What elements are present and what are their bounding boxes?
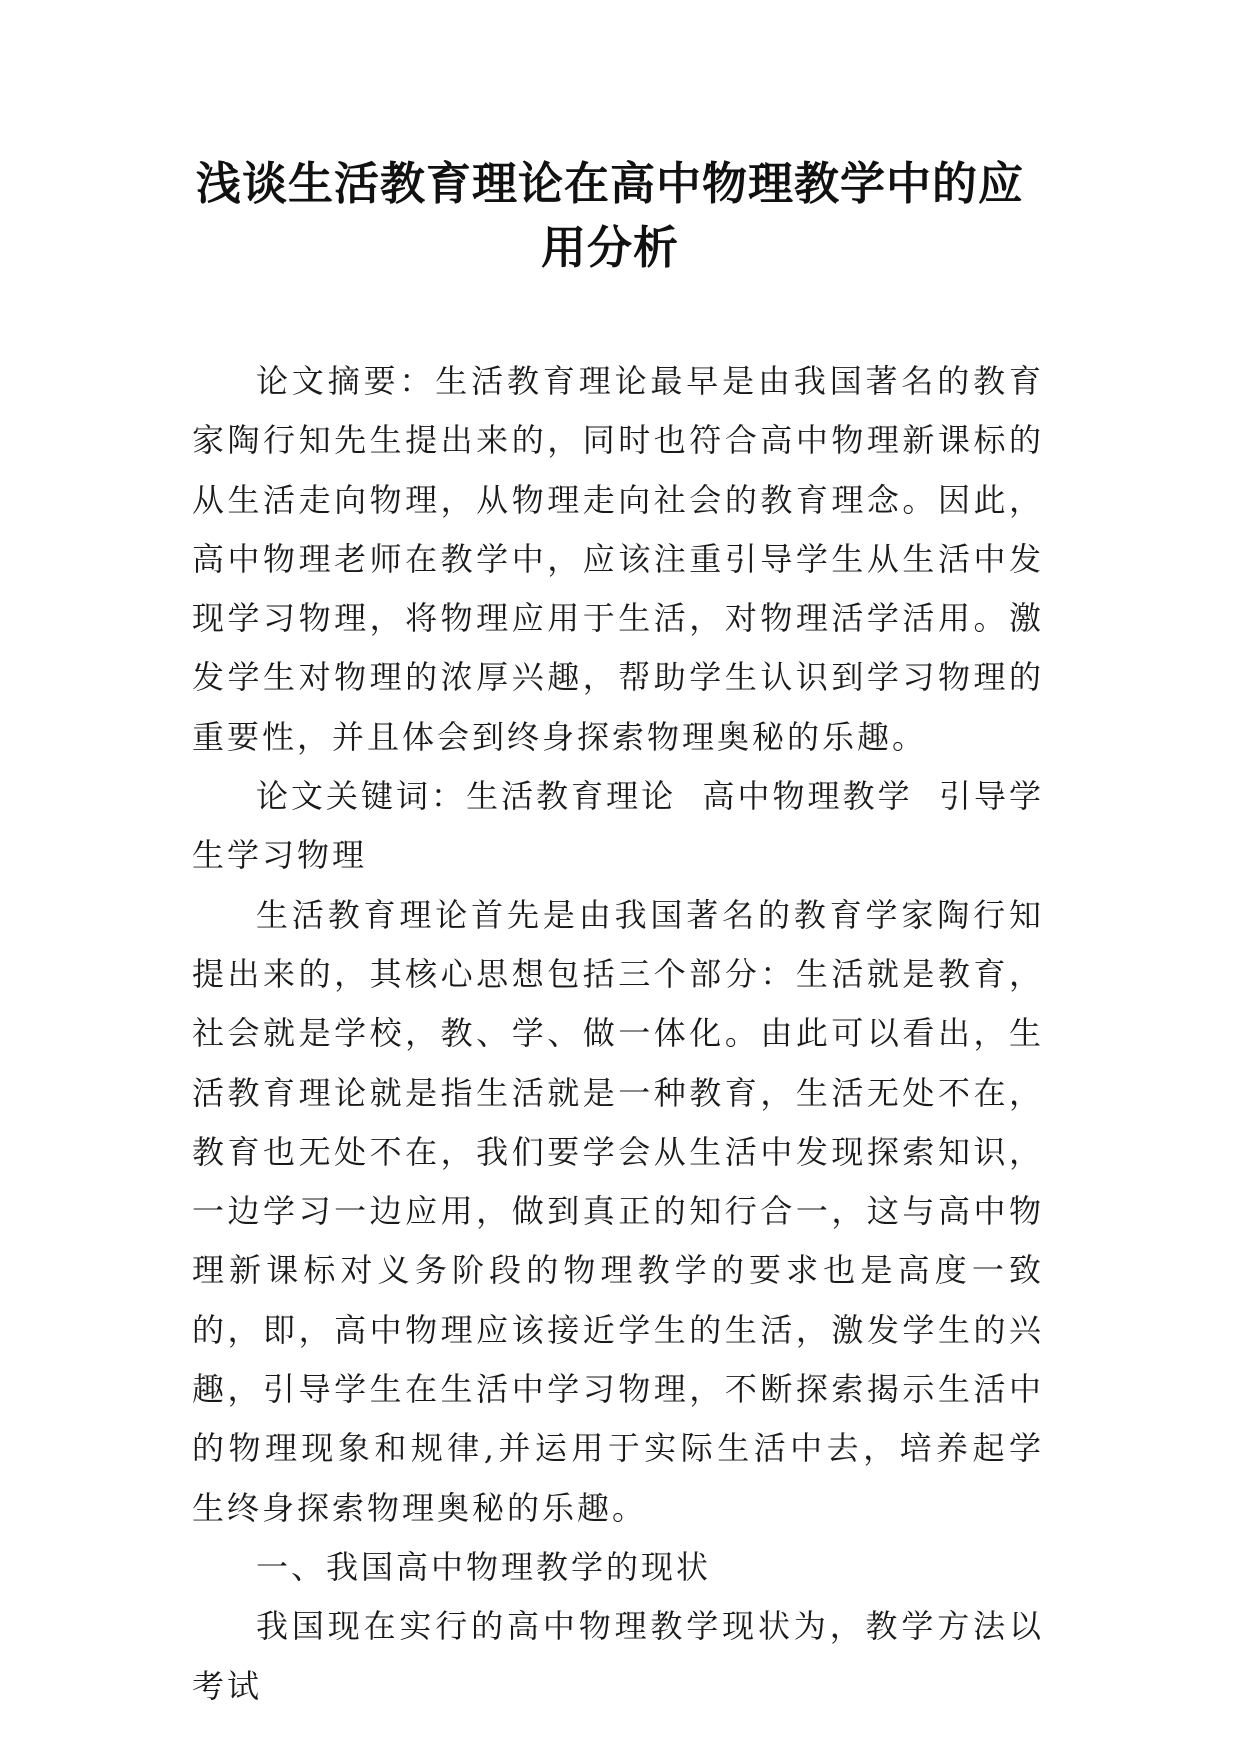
abstract-paragraph: 论文摘要：生活教育理论最早是由我国著名的教育家陶行知先生提出来的，同时也符合高中物理新课标的从生活走向物理，从物理走向社会的教育理念。因此，高中物理老师在教学中，应该注重引导学生从生活中发现学习物理，将物理应用于生活，对物理活学活用。激发学生对物理的浓厚兴趣，帮助学生认识到学习物理的重要性，并且体会到终身探索物理奥秘的乐趣。 [192, 362, 1044, 756]
document-body [192, 352, 1044, 1716]
section-heading-1: 一、我国高中物理教学的现状 [256, 1547, 712, 1586]
body-paragraph-2: 我国现在实行的高中物理教学现状为，教学方法以考试 [192, 1607, 1044, 1705]
document-title [170, 152, 1050, 280]
keywords-paragraph: 论文关键词：生活教育理论 高中物理教学 引导学生学习物理 [192, 777, 1044, 875]
title-line-1: 浅谈生活教育理论在高中物理教学中的应 [195, 157, 1024, 210]
title-line-2: 用分析 [540, 221, 679, 274]
body-paragraph-1: 生活教育理论首先是由我国著名的教育学家陶行知提出来的，其核心思想包括三个部分：生活就是教育，社会就是学校，教、学、做一体化。由此可以看出，生活教育理论就是指生活就是一种教育，生活无处不在，教育也无处不在，我们要学会从生活中发现探索知识，一边学习一边应用，做到真正的知行合一，这与高中物理新课标对义务阶段的物理教学的要求也是高度一致的，即，高中物理应该接近学生的生活，激发学生的兴趣，引导学生在生活中学习物理，不断探索揭示生活中的物理现象和规律,并运用于实际生活中去，培养起学生终身探索物理奥秘的乐趣。 [192, 895, 1044, 1527]
